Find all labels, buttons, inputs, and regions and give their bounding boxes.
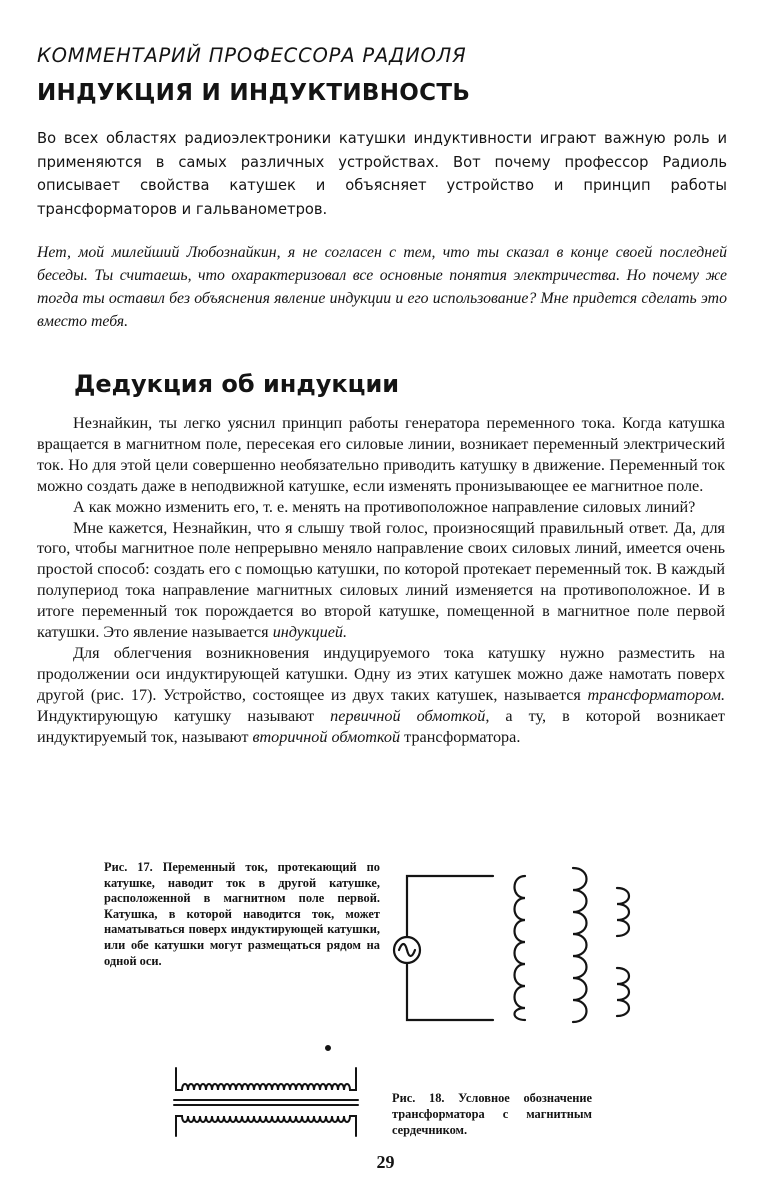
secondary-winding-symbol [176,1116,356,1136]
chapter-intro: Во всех областях радиоэлектроники катушки индуктивности играют важную роль и применяются в самых различных устройствах. Вот почему профессор Радиоль описывает свойства катушек и объясняет устройство и принцип работы трансформаторов и гальванометров. [37,130,727,218]
body-text [37,413,725,748]
figure-17-caption: Рис. 17. Переменный ток, протекающий по катушке, наводит ток в другой катушке, расположенной в магнитном поле первой. Катушка, в которой наводится ток, может наматываться поверх индуктирующей катушки, или обе катушки могут размещаться рядом на одной оси. [104,860,380,968]
paragraph-3 [37,518,725,643]
overwound-coil-icon [573,868,587,1022]
paragraph-4-text-a: Для облегчения возникновения индуцируемого тока катушку нужно разместить на продолжении оси индуктирующей катушки. Одну из этих катушек можно даже намотать поверх другой (рис. 17). Устройство, состоящее из двух таких катушек, называется [37,643,725,704]
figure-18-caption: Рис. 18. Условное обозначение трансформатора с магнитным сердечником. [392,1091,592,1137]
term-primary-winding: первичной обмоткой, [330,706,490,725]
term-secondary-winding: вторичной обмоткой [252,727,401,746]
page-number: 29 [376,1152,395,1172]
coil-lower-icon [617,968,629,1016]
section-title: Дедукция об индукции [74,370,400,398]
paragraph-4-text-c: а ту, в которой возникает индуктируемый ток, называют [37,706,725,746]
winding-dot-icon [326,1046,330,1050]
term-induction: индукцией. [272,623,348,642]
coil-upper-icon [617,888,629,936]
paragraph-4-text-d: трансформатора. [400,727,521,746]
chapter-intro-italic: Нет, мой милейший Любознайкин, я не согласен с тем, что ты сказал в конце своей последней беседы. Ты считаешь, что охарактеризовал все основные понятия электричества. Но почему же тогда ты оставил без объяснения явление индукции и его использование? Мне придется сделать это вместо тебя. [37,244,727,330]
figure-17-coils-diagram [385,858,650,1038]
circuit-wire-top [407,876,493,937]
paragraph-2: А как можно изменить его, т. е. менять на противоположное направление силовых линий? [73,497,696,516]
paragraph-4-text-b: Индуктирующую катушку называют [37,706,331,725]
primary-winding-symbol [176,1068,356,1090]
circuit-wire-bottom [407,963,493,1020]
primary-coil-icon [515,876,526,1020]
paragraph-3-text: Мне кажется, Незнайкин, что я слышу твой голос, произносящий правильный ответ. Да, для того, чтобы магнитное поле непрерывно меняло направление своих силовых линий, имеется очень простой способ: создать его с помощью катушки, по которой протекает переменный ток. В каждый полупериод тока направление магнитных силовых линий изменяется на противоположное. И в итоге переменный ток порождается во второй катушке, помещенной в магнитное поле первой катушки. Это явление называется [37,518,725,642]
term-transformer: трансформатором. [587,685,725,704]
chapter-kicker: КОММЕНТАРИЙ ПРОФЕССОРА РАДИОЛЯ [37,44,467,67]
chapter-title: ИНДУКЦИЯ И ИНДУКТИВНОСТЬ [37,80,471,106]
paragraph-4 [37,643,725,748]
sine-wave-icon [399,944,415,956]
paragraph-1: Незнайкин, ты легко уяснил принцип работы генератора переменного тока. Когда катушка вращается в магнитном поле, пересекая его силовые линии, возникает переменный электрический ток. Но для этой цели совершенно необязательно приводить катушку в движение. Переменный ток можно создать даже в неподвижной катушке, если изменять пронизывающее ее магнитное поле. [37,414,725,495]
figure-18-transformer-symbol [170,1040,370,1140]
